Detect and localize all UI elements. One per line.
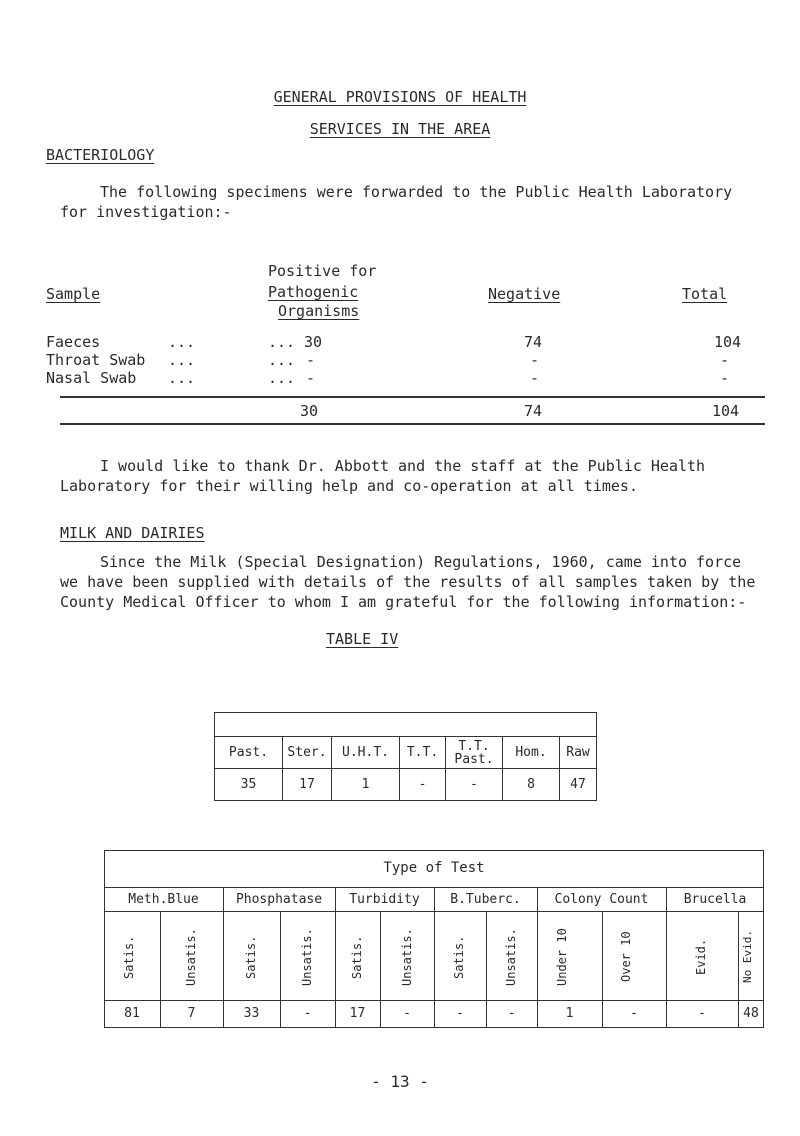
table-iv-header: Hom. xyxy=(503,737,560,769)
tests-group-b-tuberc: B.Tuberc. xyxy=(450,892,521,907)
table-iv-header: T.T. xyxy=(400,737,446,769)
tests-title: Type of Test xyxy=(383,860,485,876)
tests-subhead: No Evid. xyxy=(741,930,754,984)
tests-subhead: Unsatis. xyxy=(504,928,518,986)
tests-group-meth-blue: Meth.Blue xyxy=(128,892,199,907)
table-iv-header: T.T. Past. xyxy=(446,737,503,769)
tests-subhead: Evid. xyxy=(694,938,708,976)
tests-value: 17 xyxy=(349,1006,366,1021)
thanks-paragraph: I would like to thank Dr. Abbott and the staff at the Public Health Laboratory for their willing help and co-operation at all times. xyxy=(60,457,706,495)
tests-subhead: Unsatis. xyxy=(184,928,198,986)
bacteriology-intro: The following specimens were forwarded to the Public Health Laboratory for investigation:- xyxy=(60,183,733,221)
tests-group-turbidity: Turbidity xyxy=(349,892,420,907)
col-total: Total xyxy=(682,285,728,303)
totals-rule-top xyxy=(60,396,765,398)
tests-value: - xyxy=(456,1006,464,1021)
row-total: - xyxy=(720,369,730,387)
table-row xyxy=(215,737,597,769)
tests-value: 7 xyxy=(187,1006,196,1021)
table-iv-header: U.H.T. xyxy=(332,737,400,769)
total-positive: 30 xyxy=(300,402,319,420)
tests-subhead: Satis. xyxy=(244,935,258,979)
table-iv-value: 1 xyxy=(332,769,400,801)
milk-title: MILK AND DAIRIES xyxy=(60,524,205,542)
col-positive-line3: Organisms xyxy=(278,302,360,320)
row-positive: - xyxy=(306,369,316,387)
bacteriology-title: BACTERIOLOGY xyxy=(46,146,155,164)
tests-value: 81 xyxy=(124,1006,140,1021)
row-negative: - xyxy=(530,369,540,387)
tests-value: - xyxy=(630,1006,638,1021)
page-number: - 13 - xyxy=(371,1072,429,1091)
row-dots: ... xyxy=(168,333,196,351)
tests-value: - xyxy=(507,1006,516,1021)
col-negative: Negative xyxy=(488,285,561,303)
row-negative: 74 xyxy=(524,333,543,351)
totals-rule-bottom xyxy=(60,423,765,425)
tests-value: 33 xyxy=(243,1006,260,1021)
table-iv-top-blank xyxy=(215,713,597,737)
total-negative: 74 xyxy=(524,402,543,420)
page-heading-line2: SERVICES IN THE AREA xyxy=(309,120,491,138)
tests-value: 48 xyxy=(743,1006,759,1021)
tests-value: - xyxy=(698,1006,706,1021)
table-iv-header: Past. xyxy=(215,737,283,769)
tests-group-colony-count: Colony Count xyxy=(554,892,649,907)
table-row xyxy=(215,769,597,801)
tests-value: - xyxy=(303,1006,312,1021)
tests-subhead: Unsatis. xyxy=(300,928,314,986)
col-positive-line1: Positive for xyxy=(268,262,377,280)
table-iv-header: Ster. xyxy=(283,737,332,769)
tests-subhead: Satis. xyxy=(350,935,364,979)
table-iv-value: 17 xyxy=(283,769,332,801)
row-negative: - xyxy=(530,351,540,369)
row-dots: ... xyxy=(268,351,296,369)
row-sample: Nasal Swab xyxy=(46,369,137,387)
row-dots: ... xyxy=(268,333,296,351)
tests-value: - xyxy=(403,1006,411,1021)
table-iv-value: 35 xyxy=(215,769,283,801)
tests-subhead: Unsatis. xyxy=(400,928,414,986)
row-total: 104 xyxy=(714,333,742,351)
col-positive-line2: Pathogenic xyxy=(268,283,359,301)
row-sample: Throat Swab xyxy=(46,351,146,369)
row-dots: ... xyxy=(268,369,296,387)
tests-subhead: Satis. xyxy=(452,935,466,979)
row-dots: ... xyxy=(168,369,196,387)
row-positive: - xyxy=(306,351,316,369)
table-iv-value: 8 xyxy=(503,769,560,801)
tests-value: 1 xyxy=(565,1006,574,1021)
table-iv-value: - xyxy=(400,769,446,801)
table-iv-value: 47 xyxy=(560,769,597,801)
page-heading-line1: GENERAL PROVISIONS OF HEALTH xyxy=(273,88,527,106)
row-positive: 30 xyxy=(304,333,323,351)
tests-subhead: Over 10 xyxy=(619,931,633,983)
table-iv xyxy=(214,712,597,801)
col-sample: Sample xyxy=(46,285,101,303)
total-total: 104 xyxy=(712,402,740,420)
table-iv-value: - xyxy=(446,769,503,801)
milk-paragraph: Since the Milk (Special Designation) Regulations, 1960, came into force we have been supplied with details of the results of all samples taken by the County Medical Officer to whom I am grateful for the following information:- xyxy=(60,553,756,611)
tests-group-brucella: Brucella xyxy=(683,892,747,907)
table4-title: TABLE IV xyxy=(326,630,399,648)
tests-group-phosphatase: Phosphatase xyxy=(235,892,323,907)
row-total: - xyxy=(720,351,730,369)
row-sample: Faeces xyxy=(46,333,101,351)
row-dots: ... xyxy=(168,351,196,369)
tests-subhead: Satis. xyxy=(122,935,136,979)
table-iv-header: Raw xyxy=(560,737,597,769)
tests-subhead: Under 10 xyxy=(555,928,569,986)
